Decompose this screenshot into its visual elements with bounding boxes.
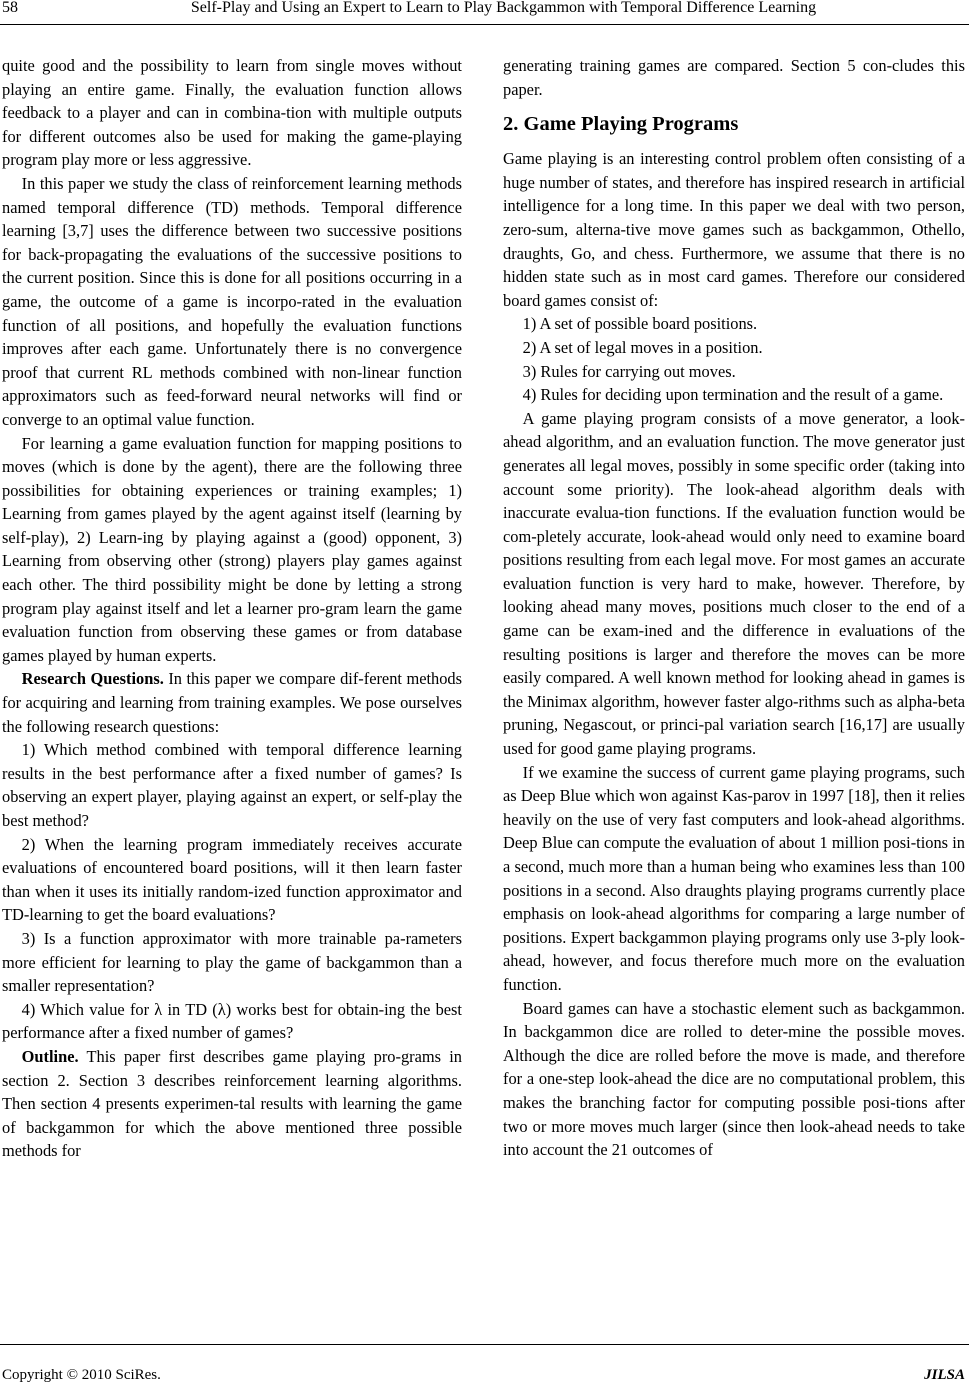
- paragraph: quite good and the possibility to learn from single moves without playing an entire game. Finally, the evaluation function allows feedback to a player and can in combina-tion with multiple outputs for different outcomes also be used for making the game-playing program play more or less aggressive.: [2, 56, 462, 170]
- run-in-heading: Outline.: [21, 1046, 79, 1066]
- research-question: 4) Which value for λ in TD (λ) works best for obtain-ing the best performance after a fixed number of games?: [2, 999, 462, 1043]
- right-column: [503, 54, 965, 1162]
- list-item: 4) Rules for deciding upon termination and the result of a game.: [522, 385, 944, 405]
- paragraph: If we examine the success of current game playing programs, such as Deep Blue which won against Kas-parov in 1997 [18], then it relies heavily on the use of very fast computers and look-ahead algorithms. Deep Blue can compute the evaluation of about 1 million posi-tions in a second, much more than a human being who examines less than 100 positions in a second. Also draughts playing programs currently place emphasis on look-ahead algorithms for comparing a large number of positions. Expert backgammon playing programs only use 3-ply look-ahead, however, and focus therefore much more on the evaluation function.: [503, 762, 965, 994]
- run-in-heading: Research Questions.: [21, 669, 164, 689]
- paragraph: In this paper we study the class of reinforcement learning methods named temporal difference (TD) methods. Temporal difference learning [3,7] uses the difference between two successive positions for back-propagating the evaluations of the successive positions to the current position. Since this is done for all positions occurring in a game, the outcome of a game is incorpo-rated in the evaluation function of all positions, and hopefully the evaluation functions improves after each game. Unfortunately there is no convergence proof that current RL methods combined with non-linear function approximators such as feed-forward neural networks will find or converge to an optimal value function.: [2, 173, 462, 429]
- paragraph: A game playing program consists of a move generator, a look-ahead algorithm, and an evaluation function. The move generator just generates all legal moves, possibly in some specific order (taking into account some priority). The look-ahead algorithm deals with inaccurate evalua-tion functions. If the evaluation function would be com-pletely accurate, look-ahead would only need to examine board positions resulting from each legal move. For most games an accurate evaluation function is very hard to make, however. Therefore, by looking ahead many moves, positions much closer to the end of a game can be exam-ined and the difference in evaluations of the resulting positions is larger and therefore the moves can be more easily compared. A well known method for looking ahead in games is the Minimax algorithm, however faster algo-rithms such as alpha-beta pruning, Negascout, or princi-pal variation search [16,17] are usually used for good game playing programs.: [503, 408, 965, 759]
- journal-name: JILSA: [924, 1367, 965, 1383]
- copyright-notice: Copyright © 2010 SciRes.: [2, 1367, 161, 1383]
- list-item: 2) A set of legal moves in a position.: [522, 337, 763, 357]
- left-column: [2, 54, 462, 1163]
- paragraph: generating training games are compared. Section 5 con-cludes this paper.: [503, 56, 965, 99]
- outline-paragraph: [2, 1045, 462, 1163]
- paragraph: For learning a game evaluation function for mapping positions to moves (which is done by the agent), there are the following three possibilities for obtaining experiences or training examples; 1) Learning from games played by the agent against itself (learning by self-play), 2) Learn-ing by playing against a (good) opponent, 3) Learning from observing other (strong) players play games against each other. The third possibility might be done by letting a strong program play against itself and let a learner pro-gram learn the game evaluation function from observing these games or from database games played by human experts.: [2, 433, 462, 665]
- running-title: Self-Play and Using an Expert to Learn to Play Backgammon with Temporal Difference Learning: [190, 0, 817, 16]
- list-item: 3) Rules for carrying out moves.: [522, 361, 736, 381]
- page-footer: [0, 1344, 969, 1385]
- section-heading: 2. Game Playing Programs: [503, 113, 739, 136]
- paragraph: Game playing is an interesting control problem often consisting of a huge number of states, and therefore has inspired research in artificial intelligence for a long time. In this paper we deal with two person, zero-sum, alterna-tive move games such as backgammon, Othello, draughts, Go, and chess. Furthermore, we assume that there is no hidden state such as in most card games. Therefore our considered board games consist of:: [503, 149, 965, 310]
- paragraph: Board games can have a stochastic element such as backgammon. In backgammon dice are rolled to deter-mine the possible moves. Although the dice are rolled before the move is made, and therefore for a one-step look-ahead the dice are no computational problem, this makes the branching factor for computing possible posi-tions after two or more moves much larger (since then look-ahead needs to take into account the 21 outcomes of: [503, 998, 965, 1160]
- research-question: 3) Is a function approximator with more trainable pa-rameters more efficient for learning to play the game of backgammon than a smaller representation?: [2, 928, 462, 996]
- page-number: 58: [2, 0, 18, 16]
- paragraph-text: In this paper we compare dif-ferent methods for acquiring and learning from training examples. We pose ourselves the following research questions:: [2, 669, 462, 736]
- research-question: 1) Which method combined with temporal difference learning results in the best performance after a fixed number of games? Is observing an expert player, playing against an expert, or self-play the best method?: [2, 740, 462, 830]
- research-question: 2) When the learning program immediately receives accurate evaluations of encountered board positions, will it then learn faster than when it uses its initially random-ized function approximator and TD-learning to get the board evaluations?: [2, 834, 462, 925]
- paragraph-text: This paper first describes game playing pro-grams in section 2. Section 3 describes reinforcement learning algorithms. Then section 4 presents experimen-tal results with learning the game of backgammon for which the above mentioned three possible methods for: [2, 1046, 462, 1161]
- page-header: [0, 0, 969, 25]
- list-item: 1) A set of possible board positions.: [522, 314, 758, 334]
- research-questions-paragraph: [2, 667, 462, 738]
